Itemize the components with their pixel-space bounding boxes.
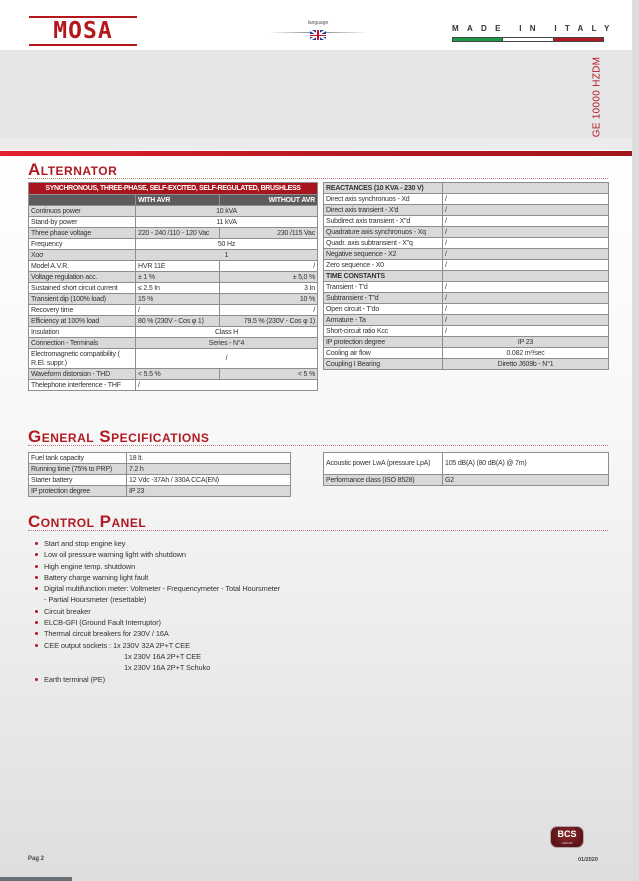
row-value-without-avr: ± 5,0 %: [220, 272, 318, 283]
column-header-without-avr: WITHOUT AVR: [220, 195, 318, 206]
document-date: 01/2020: [578, 857, 598, 863]
row-value-without-avr: < 5 %: [220, 369, 318, 380]
row-value-with-avr: < 5.5 %: [136, 369, 220, 380]
row-label: Three phase voltage: [29, 228, 136, 239]
row-label: Acoustic power LwA (pressure LpA): [324, 453, 443, 475]
row-label: Frequency: [29, 239, 136, 250]
table-row: [29, 380, 318, 391]
row-label: Direct axis synchronuos - Xd: [324, 194, 443, 205]
row-label: Coupling I Bearing: [324, 359, 443, 370]
table-row: [324, 359, 609, 370]
bottom-strip: [0, 877, 72, 881]
row-value: /: [443, 315, 609, 326]
uk-flag-icon[interactable]: [310, 30, 326, 40]
row-value: G2: [443, 475, 609, 486]
table-row: [324, 453, 609, 475]
section-underline: [28, 445, 608, 446]
table-row: [29, 217, 318, 228]
list-item: [35, 538, 280, 549]
row-label: Transient - T'd: [324, 282, 443, 293]
row-label: Recovery time: [29, 305, 136, 316]
table-row: [324, 315, 609, 326]
row-value-with-avr: 220 - 240 /110 - 120 Vac: [136, 228, 220, 239]
row-label: Quadr. axis subtransient - X"q: [324, 238, 443, 249]
row-label: Continuos power: [29, 206, 136, 217]
table-row: [29, 475, 291, 486]
bullet-icon: [35, 576, 38, 579]
row-value: /: [443, 326, 609, 337]
row-value: IP 23: [443, 337, 609, 348]
row-value-without-avr: 10 %: [220, 294, 318, 305]
list-item-text: CEE output sockets : 1x 230V 32A 2P+T CEE: [44, 640, 190, 650]
section-title-general-specifications: General Specifications: [28, 427, 210, 446]
table-row: [324, 205, 609, 216]
list-item: [35, 549, 280, 560]
row-value: 10 kVA: [136, 206, 318, 217]
bcs-logo-text: BCS: [557, 829, 577, 839]
bullet-icon: [35, 610, 38, 613]
row-label: Xοσ: [29, 250, 136, 261]
row-value-without-avr: 79.5 % (230V - Cos φ 1): [220, 316, 318, 327]
table-row: [29, 250, 318, 261]
row-value: 18 lt.: [127, 453, 291, 464]
table-row: [29, 206, 318, 217]
mosa-logo: [29, 16, 137, 46]
header: [0, 0, 632, 50]
row-value-with-avr: /: [136, 380, 318, 391]
row-label: Direct axis transient - X'd: [324, 205, 443, 216]
table-row: [29, 283, 318, 294]
table-row: [324, 238, 609, 249]
general-specs-table: [28, 452, 291, 497]
row-label: Running time (75% to PRP): [29, 464, 127, 475]
table-row: [29, 305, 318, 316]
row-label: Armature - Ta: [324, 315, 443, 326]
page-edge: [632, 0, 639, 881]
row-value-without-avr: 230 /115 Vac: [220, 228, 318, 239]
row-value-with-avr: 15 %: [136, 294, 220, 305]
list-item: [35, 640, 280, 674]
language-label: language: [307, 20, 329, 26]
bullet-icon: [35, 553, 38, 556]
row-label: Stand-by power: [29, 217, 136, 228]
list-item-text: Start and stop engine key: [44, 539, 126, 548]
table-row: [29, 453, 291, 464]
table-row: [29, 294, 318, 305]
bullet-icon: [35, 644, 38, 647]
row-value: 7.2 h: [127, 464, 291, 475]
row-value: /: [443, 238, 609, 249]
table-row: [29, 349, 318, 369]
row-value: /: [136, 349, 318, 369]
row-value: Class H: [136, 327, 318, 338]
list-item-continuation: - Partial Hoursmeter (resettable): [44, 595, 147, 605]
list-item: [35, 561, 280, 572]
table-row: [324, 216, 609, 227]
list-item-text: Earth terminal (PE): [44, 674, 105, 684]
row-value: /: [443, 194, 609, 205]
table-row: [324, 249, 609, 260]
reactances-table: [323, 182, 609, 370]
page-number: Pag 2: [28, 856, 45, 862]
row-value-with-avr: /: [136, 305, 220, 316]
row-label: Voltage regulation acc.: [29, 272, 136, 283]
table-row: [324, 348, 609, 359]
row-value: /: [443, 249, 609, 260]
control-panel-list: [35, 538, 280, 685]
row-value: /: [443, 304, 609, 315]
list-item-text: Thermal circuit breakers for 230V / 16A: [44, 629, 169, 639]
row-label: Subdirect axis transient - X"d: [324, 216, 443, 227]
table-row: [324, 337, 609, 348]
row-label: Starter battery: [29, 475, 127, 486]
row-value-with-avr: 80 % (230V - Cos φ 1): [136, 316, 220, 327]
section-underline: [28, 178, 608, 179]
row-value: Series - N°4: [136, 338, 318, 349]
section-underline: [28, 530, 608, 531]
row-value: 12 Vdc -37Ah / 330A CCA(EN): [127, 475, 291, 486]
table-row: [29, 369, 318, 380]
socket-line: 1x 230V 16A 2P+T Schuko: [124, 663, 211, 673]
table-row: [29, 486, 291, 497]
row-value: 1: [136, 250, 318, 261]
table-row: [324, 475, 609, 486]
row-value: 105 dB(A) (80 dB(A) @ 7m): [443, 453, 609, 475]
row-label: Fuel tank capacity: [29, 453, 127, 464]
column-header-with-avr: WITH AVR: [136, 195, 220, 206]
list-item: [35, 628, 280, 639]
table-row: [29, 272, 318, 283]
row-label: Short-circuit ratio Kcc: [324, 326, 443, 337]
row-value: /: [443, 293, 609, 304]
row-label: Zero sequence - X0: [324, 260, 443, 271]
reactances-header: [324, 183, 609, 194]
table-row: [324, 194, 609, 205]
row-label: Subtransient - T"d: [324, 293, 443, 304]
row-label: IP protection degree: [324, 337, 443, 348]
list-item-text: Low oil pressure warning light with shutdown: [44, 550, 186, 560]
bullet-icon: [35, 587, 38, 590]
row-value-without-avr: /: [220, 261, 318, 272]
blank-cell: [443, 183, 609, 194]
italian-flag-bar: [452, 37, 604, 42]
row-value: 50 Hz: [136, 239, 318, 250]
language-selector[interactable]: [268, 20, 368, 45]
row-label: IP protection degree: [29, 486, 127, 497]
row-label: Electromagnetic compatibility ( R.El. suppr.): [29, 349, 136, 369]
row-label: Thelephone interference - THF: [29, 380, 136, 391]
row-value: Diretto J609b - N°1: [443, 359, 609, 370]
row-label: Open circuit - T'do: [324, 304, 443, 315]
bullet-icon: [35, 565, 38, 568]
list-item-text: Battery charge warning light fault: [44, 572, 149, 582]
row-label: Cooling air flow: [324, 348, 443, 359]
blank-cell: [443, 271, 609, 282]
row-value-without-avr: 3 In: [220, 283, 318, 294]
list-item: [35, 674, 280, 685]
bullet-icon: [35, 542, 38, 545]
table-row: [324, 260, 609, 271]
section-title-control-panel: Control Panel: [28, 512, 147, 531]
list-item-text: Circuit breaker: [44, 606, 91, 616]
reactances-header-label: REACTANCES (10 KVA - 230 V): [324, 183, 443, 194]
made-in-italy: [452, 24, 618, 42]
list-item: [35, 572, 280, 583]
table-row: [324, 282, 609, 293]
bcs-group-logo: [550, 826, 584, 848]
row-label: Connection - Terminals: [29, 338, 136, 349]
list-item-text: ELCB-GFI (Ground Fault Interruptor): [44, 618, 161, 628]
row-label: Negative sequence - X2: [324, 249, 443, 260]
row-value: /: [443, 227, 609, 238]
row-value: /: [443, 282, 609, 293]
table-row: [324, 293, 609, 304]
brand-name: MOSA: [53, 18, 113, 44]
row-value: /: [443, 216, 609, 227]
header-blank: [29, 195, 136, 206]
row-value-with-avr: HVR 11E: [136, 261, 220, 272]
list-item: [35, 606, 280, 617]
row-label: Quadrature axis synchronuos - Xq: [324, 227, 443, 238]
list-item: [35, 583, 280, 606]
made-in-italy-text: MADE IN ITALY: [452, 24, 618, 33]
bullet-icon: [35, 678, 38, 681]
table-row: [324, 227, 609, 238]
row-value: 0.082 m³/sec: [443, 348, 609, 359]
time-constants-header: [324, 271, 609, 282]
row-label: Waveform distorsion - THD: [29, 369, 136, 380]
list-item: [35, 617, 280, 628]
list-item-text: Digital multifunction meter: Voltmeter - Frequencymeter - Total Hoursmeter: [44, 584, 281, 594]
bullet-icon: [35, 621, 38, 624]
time-constants-header-label: TIME CONSTANTS: [324, 271, 443, 282]
list-item-text: High engine temp. shutdown: [44, 561, 136, 571]
table-row: [324, 326, 609, 337]
row-label: Sustained short circuit current: [29, 283, 136, 294]
table-row: [29, 327, 318, 338]
model-name: GE 10000 HZDM: [591, 56, 603, 138]
row-label: Efficiency at 100% load: [29, 316, 136, 327]
row-value-without-avr: /: [220, 305, 318, 316]
socket-line: 1x 230V 16A 2P+T CEE: [124, 651, 201, 661]
bullet-icon: [35, 632, 38, 635]
row-label: Insulation: [29, 327, 136, 338]
row-value: IP 23: [127, 486, 291, 497]
row-value: /: [443, 260, 609, 271]
table-row: [29, 228, 318, 239]
red-divider: [0, 151, 632, 156]
row-value-with-avr: ≤ 2.5 In: [136, 283, 220, 294]
table-row: [29, 464, 291, 475]
row-label: Model A.V.R.: [29, 261, 136, 272]
table-row: [29, 338, 318, 349]
acoustic-table: [323, 452, 609, 486]
row-value: /: [443, 205, 609, 216]
row-label: Performance class (ISO 8528): [324, 475, 443, 486]
section-title-alternator: Alternator: [28, 160, 118, 179]
table-row: [324, 304, 609, 315]
title-band: [0, 50, 632, 138]
alternator-table: [28, 182, 318, 391]
row-value: 11 kVA: [136, 217, 318, 228]
table-row: [29, 261, 318, 272]
alternator-banner: SYNCHRONOUS, THREE-PHASE, SELF-EXCITED, SELF-REGULATED, BRUSHLESS: [29, 183, 318, 195]
row-label: Transient dip (100% load): [29, 294, 136, 305]
bcs-logo-sub: GROUP: [561, 841, 573, 845]
row-value-with-avr: ± 1 %: [136, 272, 220, 283]
table-row: [29, 316, 318, 327]
table-row: [29, 239, 318, 250]
